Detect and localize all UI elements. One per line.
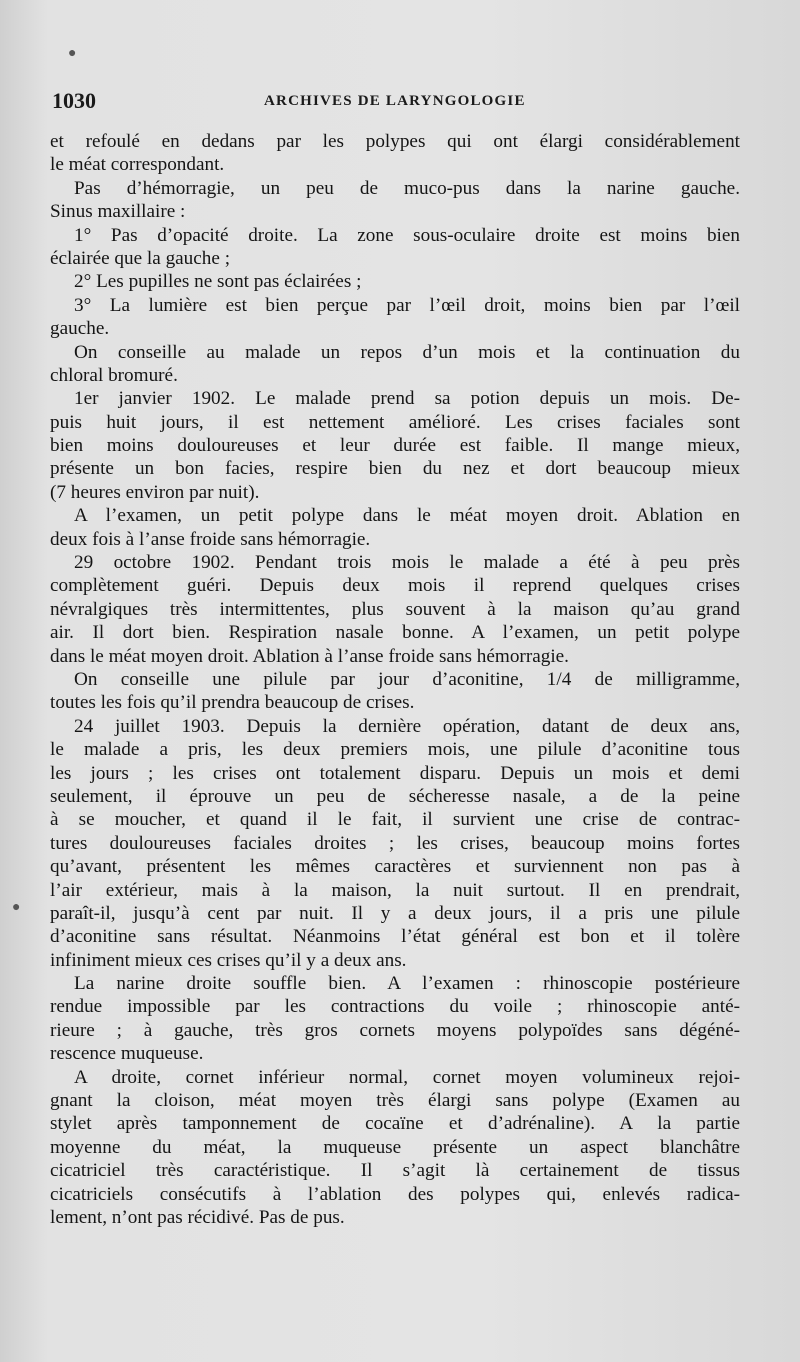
text-line: et refoulé en dedans par les polypes qui ont élargi considérablement [50, 131, 740, 152]
text-line: rescence muqueuse. [50, 1043, 204, 1065]
text-line: stylet après tamponnement de cocaïne et d’adrénaline). A la partie [50, 1113, 740, 1135]
ink-speck: ● [68, 46, 77, 61]
text-line: rieure ; à gauche, très gros cornets moyens polypoïdes sans dégéné- [50, 1019, 740, 1041]
text-line: 3° La lumière est bien perçue par l’œil droit, moins bien par l’œil [74, 294, 740, 316]
text-line: A droite, cornet inférieur normal, cornet moyen volumineux rejoi- [74, 1066, 740, 1088]
ink-speck: ● [12, 900, 21, 915]
text-line: les jours ; les crises ont totalement disparu. Depuis un mois et demi [50, 762, 740, 784]
text-line: à se moucher, et quand il le fait, il survient une crise de contrac- [50, 809, 740, 831]
text-line: 1er janvier 1902. Le malade prend sa potion depuis un mois. De- [74, 388, 740, 410]
text-line: deux fois à l’anse froide sans hémorragie. [50, 528, 371, 550]
text-line: Pas d’hémorragie, un peu de muco-pus dans la narine gauche. [74, 177, 740, 199]
text-line: paraît-il, jusqu’à cent par nuit. Il y a deux jours, il a pris une pilule [50, 902, 740, 924]
text-line: 29 octobre 1902. Pendant trois mois le malade a été à peu près [74, 552, 740, 574]
text-line: A l’examen, un petit polype dans le méat moyen droit. Ablation en [74, 505, 740, 527]
text-line: On conseille une pilule par jour d’aconitine, 1/4 de milligramme, [74, 668, 740, 690]
text-line: d’aconitine sans résultat. Néanmoins l’état général est bon et il tolère [50, 926, 740, 948]
running-title: ARCHIVES DE LARYNGOLOGIE [264, 93, 526, 109]
text-line: névralgiques très intermittentes, plus souvent à la maison qu’au grand [50, 598, 740, 620]
text-line: seulement, il éprouve un peu de sécheresse nasale, a de la peine [50, 785, 740, 807]
page-header [52, 88, 748, 114]
text-line: l’air extérieur, mais à la maison, la nuit surtout. Il en prendrait, [50, 879, 740, 901]
page-number: 1030 [52, 88, 96, 113]
text-line: air. Il dort bien. Respiration nasale bonne. A l’examen, un petit polype [50, 622, 740, 644]
text-line: Sinus maxillaire : [50, 201, 186, 223]
text-line: cicatriciel très caractéristique. Il s’agit là certainement de tissus [50, 1160, 740, 1182]
text-line: qu’avant, présentent les mêmes caractères et surviennent non pas à [50, 856, 740, 878]
text-line: moyenne du méat, la muqueuse présente un aspect blanchâtre [50, 1136, 740, 1158]
text-line: La narine droite souffle bien. A l’examen : rhinoscopie postérieure [74, 973, 740, 995]
text-line: (7 heures environ par nuit). [50, 481, 260, 503]
text-line: lement, n’ont pas récidivé. Pas de pus. [50, 1206, 345, 1228]
text-line: 2° Les pupilles ne sont pas éclairées ; [74, 271, 362, 293]
text-line: puis huit jours, il est nettement amélioré. Les crises faciales sont [50, 411, 740, 433]
text-line: rendue impossible par les contractions du voile ; rhinoscopie anté- [50, 996, 740, 1018]
text-line: infiniment mieux ces crises qu’il y a deux ans. [50, 949, 407, 971]
text-line: On conseille au malade un repos d’un mois et la continuation du [74, 341, 740, 363]
text-line: 1° Pas d’opacité droite. La zone sous-oculaire droite est moins bien [74, 224, 740, 246]
text-line: chloral bromuré. [50, 364, 178, 386]
text-line: le malade a pris, les deux premiers mois, une pilule d’aconitine tous [50, 739, 740, 761]
text-line: complètement guéri. Depuis deux mois il reprend quelques crises [50, 575, 740, 597]
text-line: dans le méat moyen droit. Ablation à l’anse froide sans hémorragie. [50, 645, 569, 667]
body-text [50, 130, 740, 1229]
text-line: bien moins douloureuses et leur durée est faible. Il mange mieux, [50, 435, 740, 457]
text-line: le méat correspondant. [50, 154, 225, 176]
text-line: présente un bon facies, respire bien du nez et dort beaucoup mieux [50, 458, 740, 480]
text-line: gauche. [50, 318, 110, 340]
text-line: 24 juillet 1903. Depuis la dernière opération, datant de deux ans, [74, 715, 740, 737]
text-line: éclairée que la gauche ; [50, 247, 231, 269]
text-line: toutes les fois qu’il prendra beaucoup de crises. [50, 692, 415, 714]
text-line: gnant la cloison, méat moyen très élargi sans polype (Examen au [50, 1090, 740, 1112]
text-line: cicatriciels consécutifs à l’ablation des polypes qui, enlevés radica- [50, 1183, 740, 1205]
text-line: tures douloureuses faciales droites ; les crises, beaucoup moins fortes [50, 832, 740, 854]
